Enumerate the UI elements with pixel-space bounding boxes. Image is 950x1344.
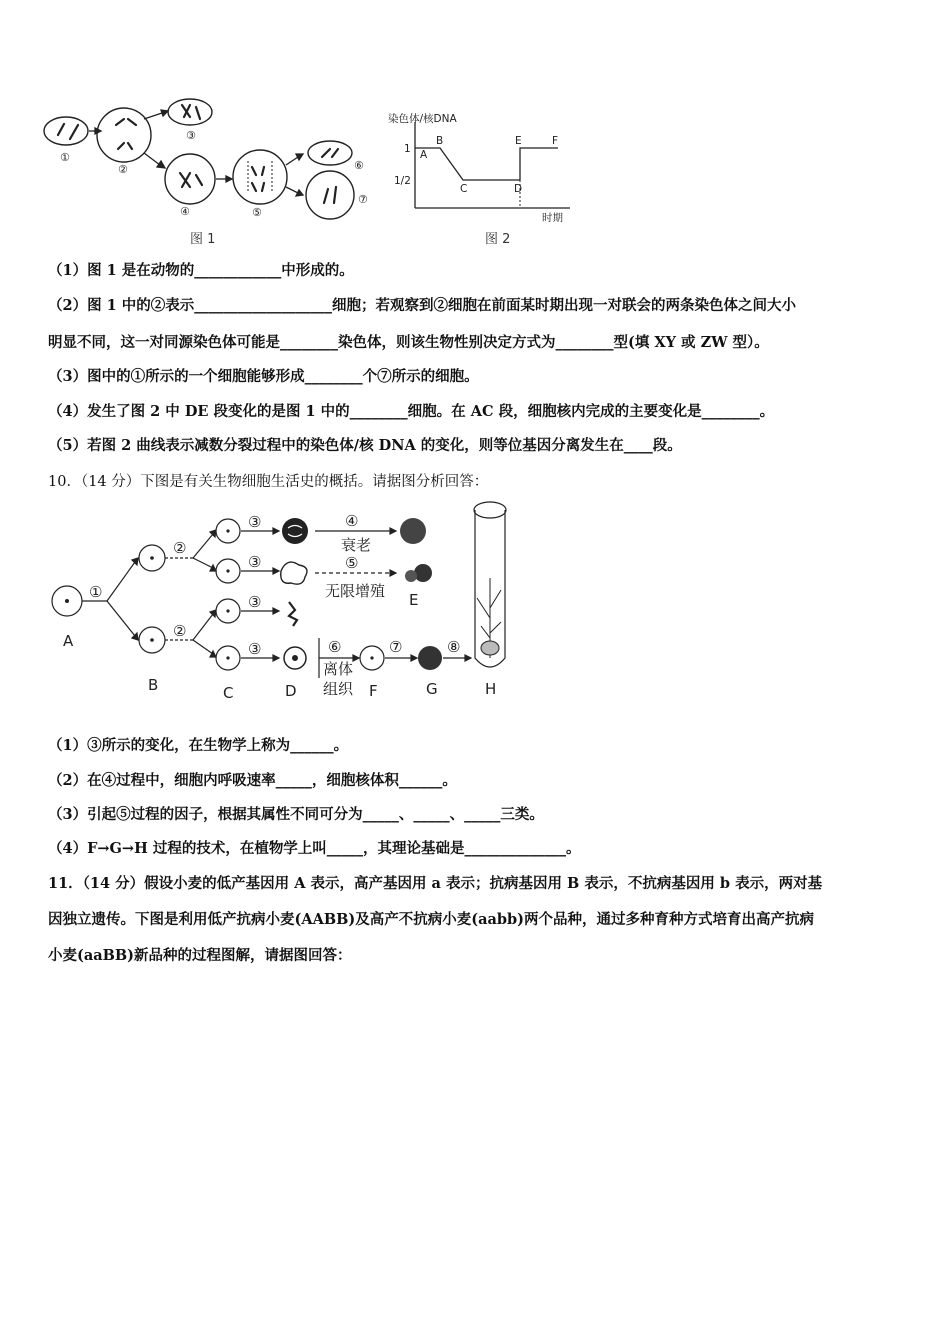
q10-arrow-4: ④: [345, 512, 359, 530]
fig2-y-axis-label: 染色体/核DNA: [388, 113, 457, 125]
fig1-label-3: ③: [186, 129, 196, 142]
q9-part-2-line-2: 明显不同，这一对同源染色体可能是________染色体，则该生物性别决定方式为________型(填 XY 或 ZW 型）。: [48, 334, 769, 351]
q10-letter-f: F: [369, 682, 378, 700]
fig2-point-e: E: [515, 135, 522, 147]
q9-part-4: （4）发生了图 2 中 DE 段变化的是图 1 中的________细胞。在 AC 段，细胞核内完成的主要变化是________。: [48, 403, 775, 420]
q10-part-1: （1）③所示的变化，在生物学上称为______。: [48, 737, 349, 754]
q10-arrow-3c: ③: [248, 593, 262, 611]
q10-arrow-5: ⑤: [345, 554, 359, 572]
fig2-point-c: C: [460, 183, 468, 195]
q10-arrow-6: ⑥: [328, 638, 342, 656]
q9-part-5: （5）若图 2 曲线表示减数分裂过程中的染色体/核 DNA 的变化，则等位基因分离发生在____段。: [48, 437, 682, 454]
q10-arrow-7: ⑦: [389, 638, 403, 656]
fig2-ytick-half: 1/2: [394, 175, 411, 187]
fig2-point-d: D: [514, 183, 523, 195]
q10-arrow-3d: ③: [248, 640, 262, 658]
q10-arrow-8: ⑧: [447, 638, 461, 656]
q10-letter-a: A: [63, 632, 74, 650]
q10-letter-b: B: [148, 676, 159, 694]
q10-text-tissue: 组织: [323, 680, 354, 698]
fig2-ytick-1: 1: [404, 143, 411, 155]
q10-letter-d: D: [285, 682, 297, 700]
q9-part-1: （1）图 1 是在动物的____________中形成的。: [48, 262, 354, 279]
fig1-label-1: ①: [60, 151, 70, 164]
q11-line-2: 因独立遗传。下图是利用低产抗病小麦(AABB)及高产不抗病小麦(aabb)两个品种，通过多种育种方式培育出高产抗病: [48, 911, 815, 928]
figure-1-caption: 图 1: [190, 232, 216, 247]
fig2-point-a: A: [420, 149, 428, 161]
fig2-point-b: B: [436, 135, 444, 147]
q10-cell-life-history-diagram: [45, 498, 525, 704]
q10-letter-g: G: [426, 680, 438, 698]
figure-2-caption: 图 2: [485, 232, 511, 247]
q10-letter-e: E: [409, 591, 419, 609]
q10-text-aging: 衰老: [341, 536, 372, 554]
q10-text-isolated: 离体: [323, 660, 354, 678]
q10-part-3: （3）引起⑤过程的因子，根据其属性不同可分为_____、_____、_____三类。: [48, 806, 544, 823]
figure-2-ratio-graph: [360, 110, 590, 222]
q10-arrow-3b: ③: [248, 553, 262, 571]
q10-arrow-3a: ③: [248, 513, 262, 531]
q10-letter-h: H: [485, 680, 497, 698]
q9-part-3: （3）图中的①所示的一个细胞能够形成________个⑦所示的细胞。: [48, 368, 479, 385]
q10-text-unlimited-proliferation: 无限增殖: [325, 582, 386, 600]
q10-arrow-1: ①: [89, 583, 103, 601]
q9-part-2-line-1: （2）图 1 中的②表示___________________细胞；若观察到②细胞在前面某时期出现一对联会的两条染色体之间大小: [48, 297, 797, 314]
q10-letter-c: C: [223, 684, 234, 702]
q11-line-3: 小麦(aaBB)新品种的过程图解，请据图回答：: [48, 947, 352, 964]
q10-part-2: （2）在④过程中，细胞内呼吸速率_____，细胞核体积______。: [48, 772, 457, 789]
fig1-label-6: ⑥: [354, 159, 364, 172]
q10-arrow-2a: ②: [173, 539, 187, 557]
q10-part-4: （4）F→G→H 过程的技术，在植物学上叫_____，其理论基础是______________。: [48, 840, 581, 857]
q11-line-1: 11．（14 分）假设小麦的低产基因用 A 表示，高产基因用 a 表示；抗病基因用 B 表示，不抗病基因用 b 表示，两对基: [48, 875, 823, 892]
figure-1-cell-division: [40, 95, 385, 250]
fig2-point-f: F: [552, 135, 559, 147]
fig1-label-5: ⑤: [252, 206, 262, 219]
fig2-x-axis-label: 时期: [542, 212, 563, 222]
fig1-label-4: ④: [180, 205, 190, 218]
q10-arrow-2b: ②: [173, 622, 187, 640]
fig1-label-7: ⑦: [358, 193, 368, 206]
fig1-label-2: ②: [118, 163, 128, 176]
q10-header: 10．（14 分）下图是有关生物细胞生活史的概括。请据图分析回答：: [48, 474, 489, 490]
